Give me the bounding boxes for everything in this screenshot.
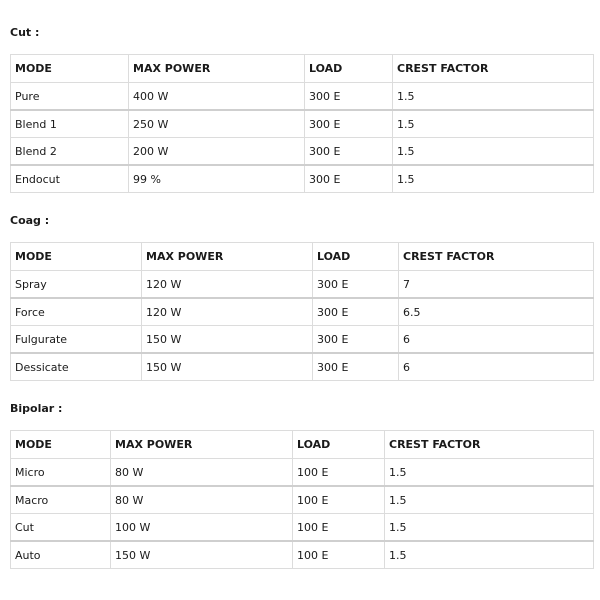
- cut-section-title: Cut :: [10, 26, 40, 39]
- table-row: [11, 353, 594, 381]
- table-row: [11, 459, 594, 487]
- load-cell: 300 E: [313, 326, 399, 354]
- max-power-cell: 80 W: [111, 459, 293, 487]
- load-cell: 300 E: [305, 165, 393, 193]
- column-header-crest-factor: CREST FACTOR: [393, 55, 594, 83]
- max-power-cell: 200 W: [129, 138, 305, 166]
- table-row: [11, 486, 594, 514]
- load-cell: 300 E: [313, 353, 399, 381]
- crest-factor-cell: 1.5: [393, 165, 594, 193]
- mode-cell: Blend 1: [11, 110, 129, 138]
- column-header-load: LOAD: [293, 431, 385, 459]
- load-cell: 300 E: [313, 298, 399, 326]
- mode-cell: Endocut: [11, 165, 129, 193]
- bipolar-section-title: Bipolar :: [10, 402, 63, 415]
- max-power-cell: 80 W: [111, 486, 293, 514]
- max-power-cell: 150 W: [142, 353, 313, 381]
- crest-factor-cell: 1.5: [393, 110, 594, 138]
- max-power-cell: 250 W: [129, 110, 305, 138]
- table-row: [11, 514, 594, 542]
- mode-cell: Pure: [11, 83, 129, 111]
- mode-cell: Cut: [11, 514, 111, 542]
- mode-cell: Macro: [11, 486, 111, 514]
- table-row: [11, 110, 594, 138]
- table-row: [11, 138, 594, 166]
- column-header-max-power: MAX POWER: [129, 55, 305, 83]
- load-cell: 100 E: [293, 514, 385, 542]
- crest-factor-cell: 1.5: [393, 138, 594, 166]
- crest-factor-cell: 7: [399, 271, 594, 299]
- max-power-cell: 120 W: [142, 298, 313, 326]
- crest-factor-cell: 1.5: [385, 541, 594, 569]
- cut-table: [10, 54, 594, 193]
- max-power-cell: 99 %: [129, 165, 305, 193]
- table-header-row: [11, 55, 594, 83]
- max-power-cell: 120 W: [142, 271, 313, 299]
- max-power-cell: 150 W: [142, 326, 313, 354]
- table-row: [11, 165, 594, 193]
- column-header-max-power: MAX POWER: [111, 431, 293, 459]
- crest-factor-cell: 6: [399, 353, 594, 381]
- mode-cell: Auto: [11, 541, 111, 569]
- mode-cell: Blend 2: [11, 138, 129, 166]
- mode-cell: Micro: [11, 459, 111, 487]
- bipolar-table: [10, 430, 594, 569]
- max-power-cell: 100 W: [111, 514, 293, 542]
- crest-factor-cell: 1.5: [385, 486, 594, 514]
- column-header-max-power: MAX POWER: [142, 243, 313, 271]
- load-cell: 100 E: [293, 486, 385, 514]
- coag-table: [10, 242, 594, 381]
- column-header-crest-factor: CREST FACTOR: [399, 243, 594, 271]
- crest-factor-cell: 1.5: [385, 514, 594, 542]
- load-cell: 300 E: [313, 271, 399, 299]
- table-header-row: [11, 243, 594, 271]
- column-header-mode: MODE: [11, 243, 142, 271]
- crest-factor-cell: 6.5: [399, 298, 594, 326]
- mode-cell: Force: [11, 298, 142, 326]
- load-cell: 300 E: [305, 138, 393, 166]
- table-row: [11, 298, 594, 326]
- mode-cell: Spray: [11, 271, 142, 299]
- max-power-cell: 150 W: [111, 541, 293, 569]
- load-cell: 300 E: [305, 83, 393, 111]
- table-row: [11, 83, 594, 111]
- coag-section-title: Coag :: [10, 214, 50, 227]
- mode-cell: Dessicate: [11, 353, 142, 381]
- crest-factor-cell: 6: [399, 326, 594, 354]
- load-cell: 100 E: [293, 541, 385, 569]
- table-header-row: [11, 431, 594, 459]
- column-header-mode: MODE: [11, 431, 111, 459]
- crest-factor-cell: 1.5: [393, 83, 594, 111]
- table-row: [11, 326, 594, 354]
- column-header-mode: MODE: [11, 55, 129, 83]
- column-header-load: LOAD: [305, 55, 393, 83]
- column-header-crest-factor: CREST FACTOR: [385, 431, 594, 459]
- table-row: [11, 271, 594, 299]
- max-power-cell: 400 W: [129, 83, 305, 111]
- load-cell: 300 E: [305, 110, 393, 138]
- mode-cell: Fulgurate: [11, 326, 142, 354]
- table-row: [11, 541, 594, 569]
- crest-factor-cell: 1.5: [385, 459, 594, 487]
- column-header-load: LOAD: [313, 243, 399, 271]
- load-cell: 100 E: [293, 459, 385, 487]
